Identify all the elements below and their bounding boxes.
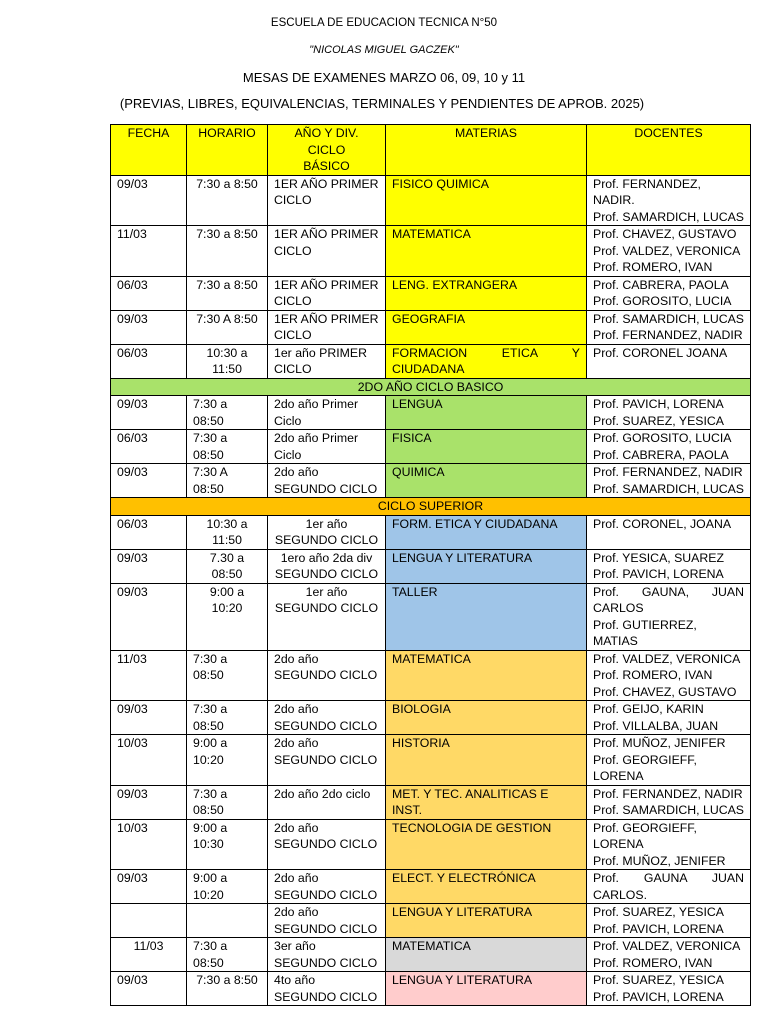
page-subtitle: (PREVIAS, LIBRES, EQUIVALENCIAS, TERMINALES Y PENDIENTES DE APROB. 2025) [119, 96, 645, 111]
cell-anio [268, 819, 386, 870]
cell-materia: MATEMATICA [386, 650, 587, 701]
docente: Prof. PAVICH, LORENA [593, 989, 724, 1004]
cell-anio [268, 904, 386, 938]
cell-fecha: 09/03 [111, 175, 187, 226]
anio-line1: 1ero año 2da div [280, 550, 373, 565]
horario-line2: 08:50 [193, 955, 224, 970]
cell-docentes [587, 870, 751, 904]
cell-fecha: 06/03 [111, 344, 187, 378]
docente: Prof. FERNANDEZ, NADIR [593, 465, 743, 479]
docente: Prof. VILLALBA, JUAN [593, 718, 719, 733]
cell-horario [187, 549, 268, 583]
header-anio-line2: BÁSICO [303, 159, 350, 173]
docente: Prof. CABRERA, PAOLA [593, 447, 729, 462]
docente: Prof. CHAVEZ, GUSTAVO [593, 227, 737, 241]
docente: Prof. FERNANDEZ, NADIR [593, 786, 743, 801]
cell-horario [187, 819, 268, 870]
horario-line2: 11:50 [212, 533, 242, 547]
cell-anio [268, 650, 386, 701]
school-patron: "NICOLAS MIGUEL GACZEK" [309, 44, 459, 56]
cell-horario: 7:30 A 8:50 [187, 310, 268, 344]
horario-line2: 10:30 [193, 837, 224, 851]
table-row [111, 276, 751, 310]
cell-horario [187, 785, 268, 819]
cell-docentes [587, 819, 751, 870]
cell-docentes [587, 583, 751, 650]
anio-line2: SEGUNDO CICLO [274, 481, 378, 496]
cell-anio [268, 226, 386, 277]
cell-fecha: 10/03 [111, 819, 187, 870]
anio-line2: Ciclo [274, 413, 302, 428]
docente: Prof. GEORGIEFF, LORENA [593, 752, 697, 783]
docente: Prof. GUTIERREZ, MATIAS [593, 617, 697, 648]
cell-fecha: 11/03 [111, 226, 187, 277]
docente: Prof. SAMARDICH, LUCAS [593, 803, 745, 817]
cell-materia: QUIMICA [386, 464, 587, 498]
horario-line1: 7:30 a [193, 431, 228, 445]
anio-line1: 2do año [274, 871, 319, 885]
cell-anio [268, 515, 386, 549]
anio-line1: 1er año PRIMER [274, 345, 367, 360]
header-anio-line1: AÑO Y DIV. CICLO [294, 126, 359, 157]
horario-line2: 08:50 [193, 803, 224, 817]
cell-anio [268, 549, 386, 583]
anio-line2: SEGUNDO CICLO [274, 752, 378, 767]
school-name: ESCUELA DE EDUCACION TECNICA N°50 [270, 17, 498, 29]
cell-docentes: Prof. CORONEL, JOANA [587, 515, 751, 549]
cell-fecha: 09/03 [111, 583, 187, 650]
docente: Prof. SUAREZ, YESICA [593, 905, 724, 919]
anio-line2: SEGUNDO CICLO [274, 837, 378, 851]
docente: Prof. GOROSITO, LUCIA [593, 294, 732, 308]
horario-line1: 7:30 A [193, 465, 228, 479]
anio-line1: 1ER AÑO PRIMER [274, 277, 379, 292]
header-horario: HORARIO [187, 125, 268, 176]
cell-fecha: 09/03 [111, 701, 187, 735]
docente: Prof. PAVICH, LORENA [593, 567, 724, 581]
horario-line2: 08:50 [193, 668, 224, 682]
anio-line2: SEGUNDO CICLO [274, 533, 379, 547]
docente: Prof. MUÑOZ, JENIFER [593, 736, 726, 750]
cell-materia: FORM. ETICA Y CIUDADANA [386, 515, 587, 549]
anio-line2: CICLO [274, 294, 312, 308]
docente: Prof. PAVICH, LORENA [593, 397, 724, 411]
anio-line2: SEGUNDO CICLO [274, 989, 378, 1004]
table-row [111, 583, 751, 650]
cell-horario: 7:30 a 8:50 [187, 226, 268, 277]
section-title: 2DO AÑO CICLO BASICO [111, 378, 751, 396]
cell-materia: TECNOLOGIA DE GESTION [386, 819, 587, 870]
cell-fecha: 09/03 [111, 785, 187, 819]
anio-line1: 4to año [274, 973, 316, 987]
table-row [111, 938, 751, 972]
cell-materia: HISTORIA [386, 735, 587, 786]
docente: Prof. GAUNA JUAN [593, 871, 744, 885]
cell-materia: FISICA [386, 430, 587, 464]
docente: Prof. GAUNA, JUAN [593, 584, 744, 599]
cell-materia: LENG. EXTRANGERA [386, 276, 587, 310]
anio-line2: SEGUNDO CICLO [274, 567, 379, 581]
cell-anio [268, 938, 386, 972]
cell-docentes [587, 904, 751, 938]
cell-materia: TALLER [386, 583, 587, 650]
header-fecha: FECHA [111, 125, 187, 176]
cell-materia: MATEMATICA [386, 938, 587, 972]
cell-docentes [587, 701, 751, 735]
horario-line2: 08:50 [193, 481, 224, 496]
anio-line2: SEGUNDO CICLO [274, 955, 378, 970]
anio-line1: 1ER AÑO PRIMER [274, 311, 379, 326]
cell-anio [268, 344, 386, 378]
anio-line1: 2do año [274, 905, 319, 919]
anio-line2: CICLO [274, 362, 312, 376]
cell-docentes [587, 276, 751, 310]
horario-line2: 08:50 [193, 413, 224, 428]
horario-line2: 11:50 [212, 362, 242, 376]
cell-docentes [587, 226, 751, 277]
cell-materia: MET. Y TEC. ANALITICAS E INST. [386, 785, 587, 819]
docente: Prof. SAMARDICH, LUCAS [593, 209, 745, 224]
cell-anio [268, 430, 386, 464]
cell-horario [187, 396, 268, 430]
docente: Prof. YESICA, SUAREZ [593, 550, 724, 565]
docente: Prof. GEORGIEFF, LORENA [593, 820, 697, 851]
cell-fecha: 09/03 [111, 549, 187, 583]
horario-line2: 08:50 [193, 447, 224, 462]
docente-cont: CARLOS. [593, 887, 647, 902]
cell-docentes [587, 430, 751, 464]
horario-line1: 7:30 a [193, 786, 228, 801]
cell-horario [187, 430, 268, 464]
cell-horario [187, 650, 268, 701]
docente: Prof. PAVICH, LORENA [593, 921, 724, 936]
cell-materia: LENGUA Y LITERATURA [386, 549, 587, 583]
cell-materia: MATEMATICA [386, 226, 587, 277]
section-title: CICLO SUPERIOR [111, 498, 751, 516]
horario-line1: 7:30 a [193, 397, 228, 411]
cell-fecha: 09/03 [111, 870, 187, 904]
header-anio [268, 125, 386, 176]
docente: Prof. ROMERO, IVAN [593, 260, 713, 274]
horario-line1: 7:30 a [193, 702, 228, 716]
cell-materia: LENGUA Y LITERATURA [386, 904, 587, 938]
docente: Prof. SUAREZ, YESICA [593, 413, 724, 428]
cell-fecha: 10/03 [111, 735, 187, 786]
cell-docentes [587, 464, 751, 498]
docente: Prof. SAMARDICH, LUCAS [593, 481, 745, 496]
cell-anio [268, 276, 386, 310]
horario-line1: 7:30 a [193, 939, 228, 953]
exam-schedule-table [110, 124, 751, 1006]
table-row [111, 972, 751, 1006]
docente: Prof. CABRERA, PAOLA [593, 277, 729, 292]
anio-line1: 2do año [274, 465, 319, 479]
horario-line2: 10:20 [193, 752, 224, 767]
cell-materia: LENGUA [386, 396, 587, 430]
anio-line1: 2do año [274, 736, 319, 750]
docente: Prof. VALDEZ, VERONICA [593, 651, 741, 666]
cell-materia [386, 344, 587, 378]
docente: Prof. VALDEZ, VERONICA [593, 243, 741, 258]
docente-cont: CARLOS [593, 601, 644, 615]
anio-line1: 1ER AÑO PRIMER [274, 176, 379, 191]
table-row [111, 310, 751, 344]
cell-fecha: 09/03 [111, 310, 187, 344]
horario-line1: 7.30 a [209, 550, 245, 565]
table-row [111, 226, 751, 277]
section-row [111, 378, 751, 396]
table-row [111, 430, 751, 464]
anio-line1: 1er año [305, 584, 348, 599]
anio-line1: 2do año [274, 651, 319, 666]
horario-line1: 9:00 a [193, 871, 228, 885]
cell-anio [268, 735, 386, 786]
cell-fecha: 09/03 [111, 464, 187, 498]
anio-line1: 2do año Primer [274, 431, 359, 445]
docente: Prof. ROMERO, IVAN [593, 955, 713, 970]
cell-docentes [587, 549, 751, 583]
cell-horario [187, 583, 268, 650]
cell-anio [268, 310, 386, 344]
cell-horario [187, 904, 268, 938]
table-row [111, 515, 751, 549]
cell-horario [187, 870, 268, 904]
docente: Prof. FERNANDEZ, NADIR. [593, 176, 701, 207]
cell-docentes [587, 310, 751, 344]
table-row [111, 904, 751, 938]
horario-line2: 08:50 [193, 718, 224, 733]
horario-line1: 9:00 a [209, 584, 245, 599]
table-row [111, 735, 751, 786]
horario-line1: 9:00 a [193, 736, 228, 750]
cell-docentes [587, 938, 751, 972]
cell-anio [268, 701, 386, 735]
horario-line2: 10:20 [193, 887, 224, 902]
cell-horario: 7:30 a 8:50 [187, 276, 268, 310]
cell-horario [187, 464, 268, 498]
table-row [111, 549, 751, 583]
horario-line2: 10:20 [211, 601, 243, 615]
cell-docentes [587, 396, 751, 430]
cell-fecha: 06/03 [111, 515, 187, 549]
docente: Prof. GOROSITO, LUCIA [593, 431, 732, 445]
header-docentes: DOCENTES [587, 125, 751, 176]
cell-horario: 7:30 a 8:50 [187, 972, 268, 1006]
anio-line1: 1ER AÑO PRIMER [274, 227, 379, 241]
cell-horario [187, 344, 268, 378]
table-row [111, 175, 751, 226]
page-title: MESAS DE EXAMENES MARZO 06, 09, 10 y 11 [242, 70, 526, 85]
horario-line2: 08:50 [211, 567, 243, 581]
docente: Prof. MUÑOZ, JENIFER [593, 853, 726, 868]
docente: Prof. FERNANDEZ, NADIR [593, 328, 743, 342]
anio-line1: 1er año [305, 516, 348, 531]
section-row [111, 498, 751, 516]
cell-anio [268, 870, 386, 904]
cell-docentes [587, 972, 751, 1006]
table-row [111, 819, 751, 870]
table-row [111, 464, 751, 498]
anio-line2: SEGUNDO CICLO [274, 921, 378, 936]
anio-line2: CICLO [274, 328, 312, 342]
anio-line2: SEGUNDO CICLO [274, 887, 378, 902]
cell-anio [268, 464, 386, 498]
cell-docentes [587, 735, 751, 786]
cell-fecha: 11/03 [111, 650, 187, 701]
anio-line2: CICLO [274, 193, 312, 207]
docente: Prof. VALDEZ, VERONICA [593, 939, 741, 953]
anio-line1: 2do año Primer [274, 397, 359, 411]
materia-line2: CIUDADANA [392, 362, 465, 376]
anio-line2: SEGUNDO CICLO [274, 718, 378, 733]
anio-line2: SEGUNDO CICLO [274, 668, 378, 682]
anio-line2: Ciclo [274, 447, 302, 462]
cell-anio [268, 972, 386, 1006]
table-row [111, 870, 751, 904]
cell-materia: BIOLOGIA [386, 701, 587, 735]
table-header-row [111, 125, 751, 176]
cell-horario [187, 735, 268, 786]
cell-anio [268, 396, 386, 430]
cell-docentes [587, 650, 751, 701]
horario-line1: 9:00 a [193, 820, 228, 835]
docente: Prof. GEIJO, KARIN [593, 702, 704, 716]
table-row [111, 650, 751, 701]
cell-materia: GEOGRAFIA [386, 310, 587, 344]
docente: Prof. SUAREZ, YESICA [593, 973, 724, 987]
cell-materia: ELECT. Y ELECTRÓNICA [386, 870, 587, 904]
anio-line1: 3er año [274, 939, 316, 953]
cell-fecha [111, 904, 187, 938]
docente: Prof. ROMERO, IVAN [593, 668, 713, 682]
docente: Prof. SAMARDICH, LUCAS [593, 311, 745, 326]
cell-materia: FISICO QUIMICA [386, 175, 587, 226]
horario-line1: 10:30 a [206, 345, 248, 360]
table-row [111, 344, 751, 378]
cell-horario [187, 701, 268, 735]
cell-horario [187, 938, 268, 972]
materia-line1: FORMACION ETICA Y [392, 345, 580, 360]
cell-anio [268, 175, 386, 226]
anio-line2: SEGUNDO CICLO [274, 601, 379, 615]
cell-fecha: 09/03 [111, 972, 187, 1006]
table-row [111, 701, 751, 735]
horario-line1: 10:30 a [206, 516, 248, 531]
table-row [111, 785, 751, 819]
cell-horario [187, 515, 268, 549]
cell-materia: LENGUA Y LITERATURA [386, 972, 587, 1006]
header-materias: MATERIAS [386, 125, 587, 176]
cell-fecha: 06/03 [111, 430, 187, 464]
anio-line1: 2do año [274, 702, 319, 716]
cell-anio: 2do año 2do ciclo [268, 785, 386, 819]
horario-line1: 7:30 a [193, 651, 228, 666]
docente: Prof. CHAVEZ, GUSTAVO [593, 684, 737, 699]
anio-line1: 2do año [274, 820, 319, 835]
cell-fecha: 06/03 [111, 276, 187, 310]
cell-horario: 7:30 a 8:50 [187, 175, 268, 226]
cell-fecha: 11/03 [111, 938, 187, 972]
anio-line2: CICLO [274, 243, 312, 258]
cell-fecha: 09/03 [111, 396, 187, 430]
table-row [111, 396, 751, 430]
cell-docentes [587, 175, 751, 226]
cell-docentes: Prof. CORONEL JOANA [587, 344, 751, 378]
cell-docentes [587, 785, 751, 819]
cell-anio [268, 583, 386, 650]
